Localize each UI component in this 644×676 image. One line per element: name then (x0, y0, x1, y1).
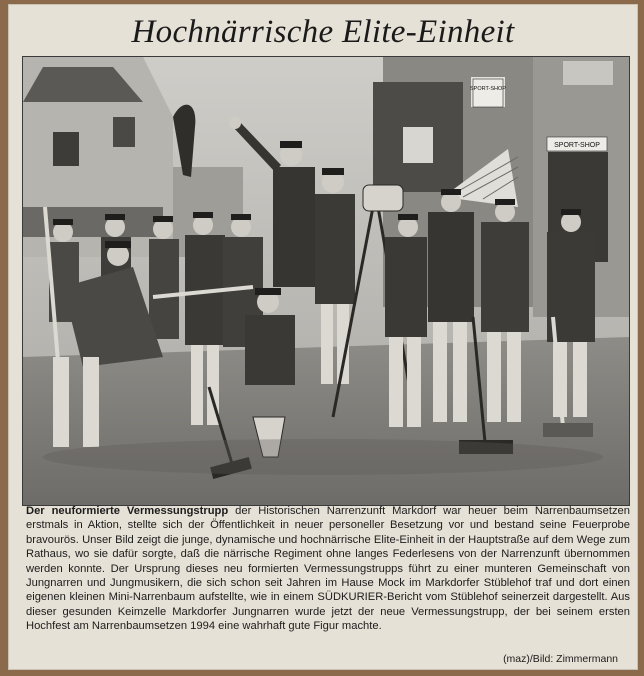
caption-lead: Der neuformierte Vermessungstrupp (26, 505, 229, 517)
sport-shop-sign-right-text: SPORT-SHOP (554, 142, 600, 149)
sport-shop-sign-left (470, 79, 506, 107)
photo-caption (26, 504, 630, 634)
headline: Hochnärrische Elite-Einheit (131, 14, 515, 50)
article-photo (22, 56, 630, 506)
photo-credit: (maz)/Bild: Zimmermann (503, 653, 618, 665)
sport-shop-sign-left-text: SPORT-SHOP (470, 86, 506, 92)
sport-shop-sign-right (547, 137, 607, 151)
caption-body: der Historischen Narrenzunft Markdorf war heuer beim Narrenbaumsetzen erstmals in Aktion, stellte sich der Öffentlichkeit in neuer personeller Besetzung vor und bestand seine Feuerprobe bravourös. Unser Bild zeigt die junge, dynamische und hochnärrische Elite-Einheit in der Hauptstraße auf dem Wege zum Rathaus, wo sie dafür sorgte, daß die närrische Regiment ohne langes Federlesens von der Narrenzunft übernommen werden konnte. Der Ursprung dieses neu formierten Vermessungstrupps führt zu einer munteren Gemeinschaft von Jungnarren und Jungmusikern, die sich schon seit Jahren im Hause Mock im Markdorfer Stüblehof traf und dort einen eigenen kleinen Mini-Narrenbaum aufstellte, wie in einem SÜDKURIER-Bericht vom Stüblehof seinerzeit dargestellt. Aus dieser gesunden Keimzelle Markdorfer Jungnarren wurde jetzt der neue Vermessungstrupp, der bei seinem ersten Hochfest am Narrenbaumsetzen 1994 eine wahrhaft gute Figur machte. (26, 505, 630, 633)
newspaper-clipping (8, 4, 638, 670)
